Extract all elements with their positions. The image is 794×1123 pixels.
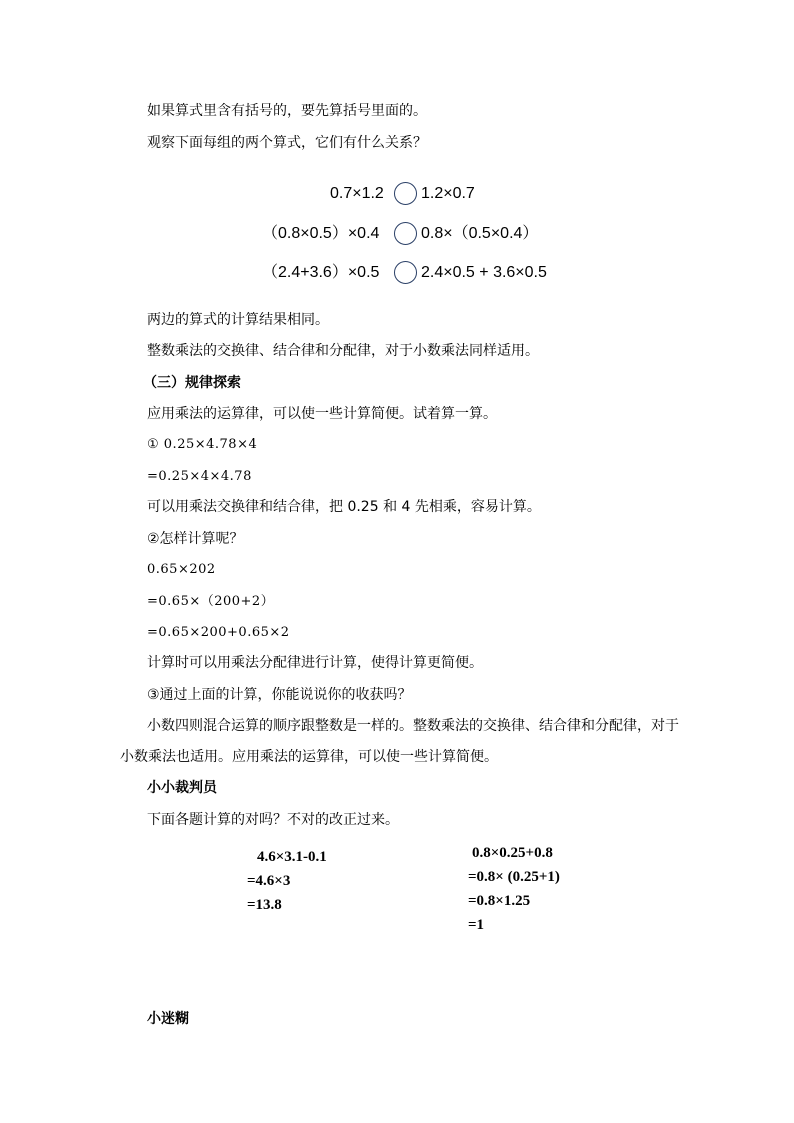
comparison-2-circle-blank[interactable] [394,222,417,245]
example-3-heading: ③通过上面的计算，你能说说你的收获吗？ [147,687,412,703]
comparison-2-right: 0.8×（0.5×0.4） [421,225,539,242]
intro-line-1: 如果算式里含有括号的，要先算括号里面的。 [147,103,427,119]
intro-line-2: 观察下面每组的两个算式，它们有什么关系？ [147,135,427,151]
example-1-line-2: =0.25×4×4.78 [147,469,252,484]
next-heading: 小迷糊 [147,1011,189,1027]
judge-left-line-2: =4.6×3 [247,873,291,889]
example-2-note: 计算时可以用乘法分配律进行计算，使得计算更简便。 [147,655,483,671]
example-1-line-1: ① 0.25×4.78×4 [147,437,258,452]
comparison-3-circle-blank[interactable] [394,261,417,284]
section-heading: （三）规律探索 [143,375,241,391]
judge-left-line-3: =13.8 [247,897,282,913]
judge-instruction: 下面各题计算的对吗？不对的改正过来。 [147,812,399,828]
comparison-3-left: （2.4+3.6）×0.5 [262,264,380,281]
summary-line-1: 小数四则混合运算的顺序跟整数是一样的。整数乘法的交换律、结合律和分配律，对于 [147,718,679,734]
example-1-note: 可以用乘法交换律和结合律，把 0.25 和 4 先相乘，容易计算。 [147,499,541,515]
comparison-2-left: （0.8×0.5）×0.4 [262,225,380,242]
judge-heading: 小小裁判员 [147,780,217,796]
comparison-1-circle-blank[interactable] [394,182,417,205]
judge-left-line-1: 4.6×3.1-0.1 [257,849,327,865]
judge-right-line-1: 0.8×0.25+0.8 [472,845,553,861]
comparison-1-left: 0.7×1.2 [330,185,384,202]
example-2-line-1: 0.65×202 [147,562,216,577]
example-2-line-2: =0.65×（200+2） [147,594,275,609]
conclusion-line-1: 两边的算式的计算结果相同。 [147,312,329,328]
conclusion-line-2: 整数乘法的交换律、结合律和分配律，对于小数乘法同样适用。 [147,343,539,359]
summary-line-2: 小数乘法也适用。应用乘法的运算律，可以使一些计算简便。 [120,749,498,765]
judge-right-line-4: =1 [468,917,485,933]
example-2-heading: ②怎样计算呢？ [147,531,244,547]
example-2-line-3: =0.65×200+0.65×2 [147,625,290,640]
judge-right-line-2: =0.8× (0.25+1) [468,869,560,885]
section-intro: 应用乘法的运算律，可以使一些计算简便。试着算一算。 [147,406,497,422]
comparison-3-right: 2.4×0.5 + 3.6×0.5 [421,264,547,281]
comparison-1-right: 1.2×0.7 [421,185,475,202]
judge-right-line-3: =0.8×1.25 [468,893,531,909]
